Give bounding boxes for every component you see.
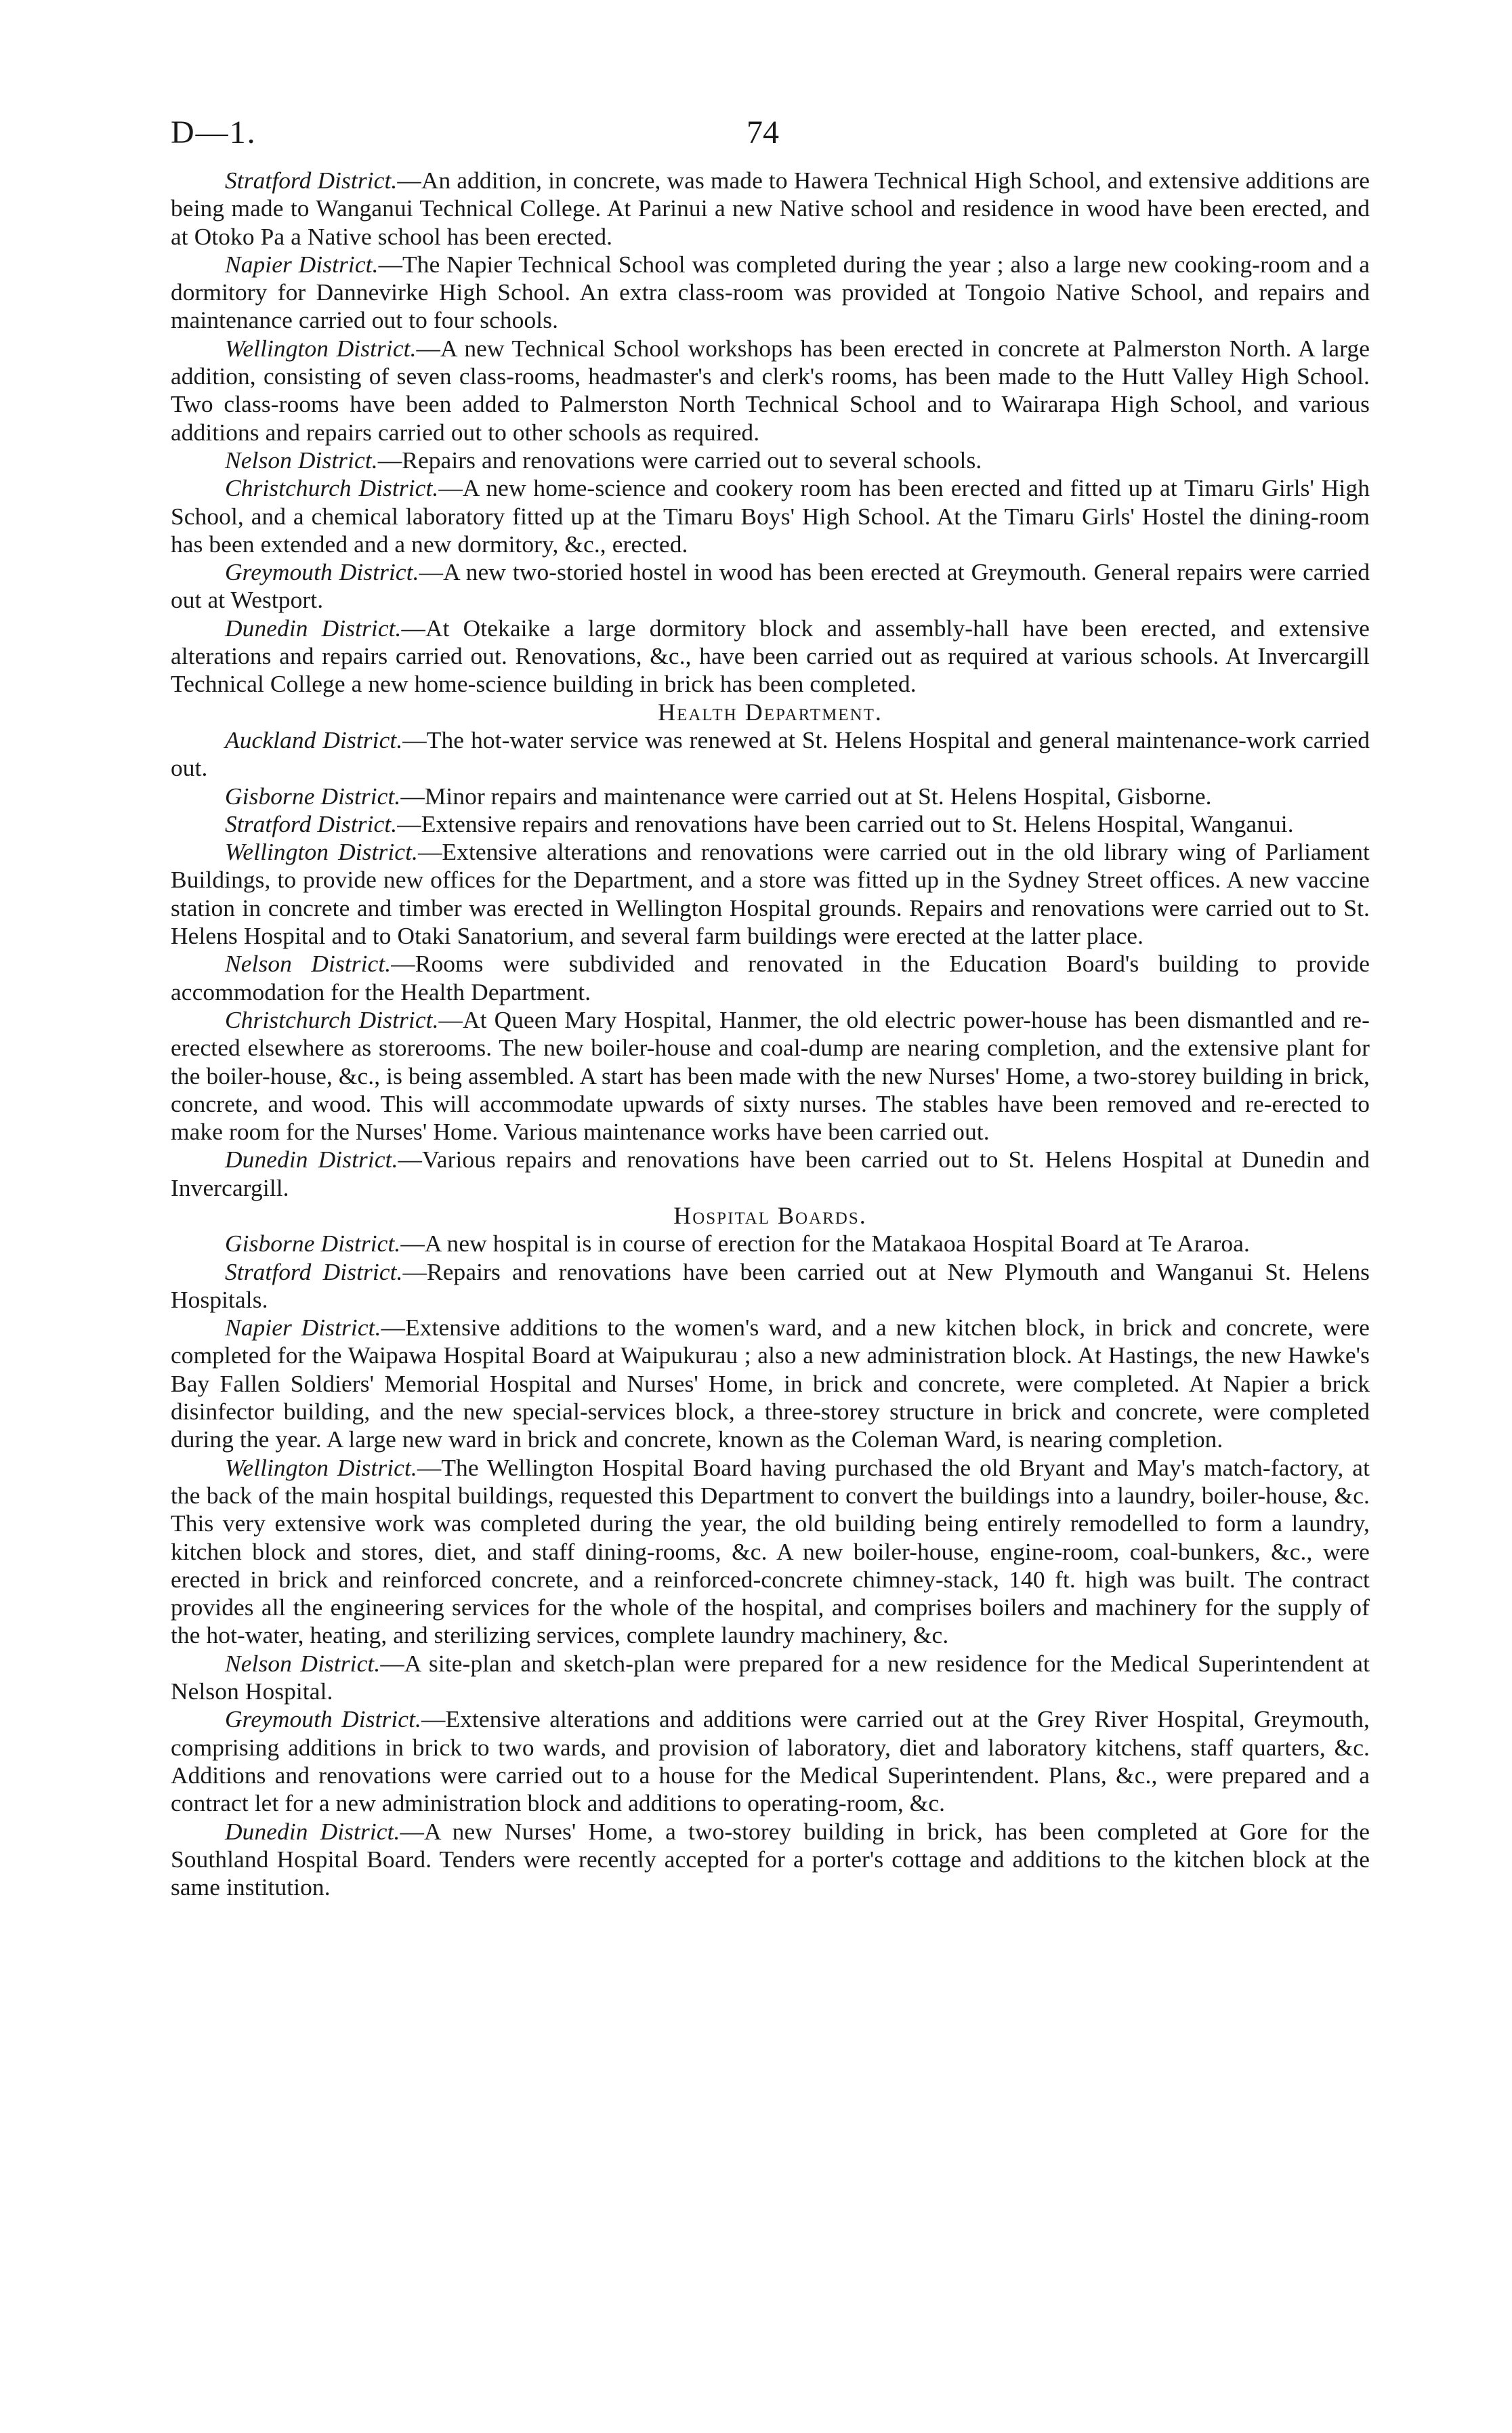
district-name: Christchurch District. (225, 474, 439, 502)
paragraph-text: —At Otekaike a large dormitory block and assembly-hall have been erected, and extensive alterations and repairs carried out. Renovations, &c., have been carried out as required at various schools. At Invercargill Technical College a new home-science building in brick has been completed. (171, 614, 1370, 698)
district-paragraph (171, 167, 1370, 251)
district-paragraph (171, 810, 1370, 838)
paragraph-text: —Extensive repairs and renovations have been carried out to St. Helens Hospital, Wanganui. (397, 810, 1294, 837)
district-paragraph (171, 335, 1370, 446)
paragraph-text: —The Wellington Hospital Board having purchased the old Bryant and May's match-factory, at the back of the main hospital buildings, requested this Department to convert the buildings into a laundry, boiler-house, &c. This very extensive work was completed during the year, the old building being entirely remodelled to form a laundry, kitchen block and stores, diet, and staff dining-rooms, &c. A new boiler-house, engine-room, coal-bunkers, &c., were erected in brick and reinforced concrete, and a reinforced-concrete chimney-stack, 140 ft. high was built. The contract provides all the engineering services for the whole of the hospital, and comprises boilers and machinery for the supply of the hot-water, heating, and sterilizing services, complete laundry machinery, &c. (171, 1453, 1370, 1649)
district-paragraph (171, 1454, 1370, 1650)
paragraph-text: —Extensive alterations and additions were carried out at the Grey River Hospital, Greymouth, comprising additions in brick to two wards, and provision of laboratory, diet and laboratory kitchens, staff quarters, &c. Additions and renovations were carried out to a house for the Medical Superintendent. Plans, &c., were prepared and a contract let for a new administration block and additions to operating-room, &c. (171, 1705, 1370, 1817)
district-name: Greymouth District. (225, 558, 419, 586)
paragraph-text: —The Napier Technical School was completed during the year ; also a large new cooking-room and a dormitory for Dannevirke High School. An extra class-room was provided at Tongoio Native School, and repairs and maintenance carried out to four schools. (171, 250, 1370, 334)
district-name: Gisborne District. (225, 1230, 401, 1257)
district-name: Stratford District. (225, 167, 398, 194)
district-paragraph (171, 558, 1370, 615)
district-name: Dunedin District. (225, 1817, 400, 1845)
page-number: 74 (747, 115, 779, 150)
district-name: Napier District. (225, 250, 379, 278)
district-name: Wellington District. (225, 1453, 417, 1481)
paragraph-text: —A new hospital is in course of erection for the Matakaoa Hospital Board at Te Araroa. (400, 1230, 1250, 1257)
page-header (171, 114, 1370, 161)
district-name: Gisborne District. (225, 782, 401, 810)
district-name: Stratford District. (225, 810, 398, 837)
section-heading: Hospital Boards. (673, 1201, 867, 1229)
section-heading: Health Department. (658, 698, 883, 726)
district-paragraph (171, 838, 1370, 950)
paragraph-text: —Various repairs and renovations have been carried out to St. Helens Hospital at Dunedin and Invercargill. (171, 1146, 1370, 1201)
paragraph-text: —A new two-storied hostel in wood has been erected at Greymouth. General repairs were carried out at Westport. (171, 558, 1370, 614)
district-paragraph (171, 783, 1370, 810)
district-name: Auckland District. (225, 726, 403, 753)
district-paragraph (171, 726, 1370, 783)
district-name: Stratford District. (225, 1257, 403, 1285)
district-name: Dunedin District. (225, 614, 402, 642)
district-name: Christchurch District. (225, 1005, 439, 1033)
document-body (171, 167, 1370, 1901)
district-paragraph (171, 1230, 1370, 1257)
paragraph-text: —A site-plan and sketch-plan were prepared for a new residence for the Medical Superintendent at Nelson Hospital. (171, 1649, 1370, 1705)
district-name: Wellington District. (225, 334, 417, 362)
district-paragraph (171, 1650, 1370, 1706)
district-name: Napier District. (225, 1314, 381, 1342)
paragraph-text: —Extensive alterations and renovations were carried out in the old library wing of Parliament Buildings, to provide new offices for the Department, and a store was fitted up in the Sydney Street offices. A new vaccine station in concrete and timber was erected in Wellington Hospital grounds. Repairs and renovations were carried out to St. Helens Hospital and to Otaki Sanatorium, and several farm buildings were erected at the latter place. (171, 838, 1370, 950)
paragraph-text: —Extensive additions to the women's ward, and a new kitchen block, in brick and concrete, were completed for the Waipawa Hospital Board at Waipukurau ; also a new administration block. At Hastings, the new Hawke's Bay Fallen Soldiers' Memorial Hospital and Nurses' Home, in brick and concrete, were completed. At Napier a brick disinfector building, and the new special-services block, a three-storey structure in brick and concrete, were completed during the year. A large new ward in brick and concrete, known as the Coleman Ward, is nearing completion. (171, 1314, 1370, 1453)
paragraph-text: —A new home-science and cookery room has been erected and fitted up at Timaru Girls' High School, and a chemical laboratory fitted up at the Timaru Boys' High School. At the Timaru Girls' Hostel the dining-room has been extended and a new dormitory, &c., erected. (171, 474, 1370, 558)
district-paragraph (171, 950, 1370, 1006)
district-paragraph (171, 474, 1370, 558)
district-paragraph (171, 1258, 1370, 1314)
paragraph-text: —An addition, in concrete, was made to Hawera Technical High School, and extensive additions are being made to Wanganui Technical College. At Parinui a new Native school and residence in wood have been erected, and at Otoko Pa a Native school has been erected. (171, 167, 1370, 250)
paragraph-text: —The hot-water service was renewed at St. Helens Hospital and general maintenance-work carried out. (171, 726, 1370, 782)
district-name: Nelson District. (225, 446, 378, 474)
district-name: Greymouth District. (225, 1705, 421, 1733)
paragraph-text: —Minor repairs and maintenance were carried out at St. Helens Hospital, Gisborne. (400, 782, 1212, 810)
paragraph-text: —A new Technical School workshops has been erected in concrete at Palmerston North. A large addition, consisting of seven class-rooms, headmaster's and clerk's rooms, has been made to the Hutt Valley High School. Two class-rooms have been added to Palmerston North Technical School and to Wairarapa High School, and various additions and repairs carried out to other schools as required. (171, 334, 1370, 446)
district-name: Dunedin District. (225, 1146, 398, 1173)
district-paragraph (171, 1314, 1370, 1453)
district-paragraph (171, 1146, 1370, 1202)
district-name: Nelson District. (225, 950, 392, 978)
district-paragraph (171, 615, 1370, 699)
district-paragraph (171, 1818, 1370, 1902)
district-paragraph (171, 446, 1370, 474)
paragraph-text: —A new Nurses' Home, a two-storey building in brick, has been completed at Gore for the Southland Hospital Board. Tenders were recently accepted for a porter's cottage and additions to the kitchen block at the same institution. (171, 1817, 1370, 1901)
district-paragraph (171, 1705, 1370, 1817)
district-paragraph (171, 251, 1370, 335)
district-name: Wellington District. (225, 838, 418, 866)
district-name: Nelson District. (225, 1649, 381, 1677)
paragraph-text: —Repairs and renovations were carried out to several schools. (377, 446, 982, 474)
paragraph-text: —Repairs and renovations have been carried out at New Plymouth and Wanganui St. Helens Hospitals. (171, 1257, 1370, 1313)
paragraph-text: —Rooms were subdivided and renovated in the Education Board's building to provide accommodation for the Health Department. (171, 950, 1370, 1005)
paragraph-text: —At Queen Mary Hospital, Hanmer, the old electric power-house has been dismantled and re-erected elsewhere as storerooms. The new boiler-house and coal-dump are nearing completion, and the extensive plant for the boiler-house, &c., is being assembled. A start has been made with the new Nurses' Home, a two-storey building in brick, concrete, and wood. This will accommodate upwards of sixty nurses. The stables have been removed and re-erected to make room for the Nurses' Home. Various maintenance works have been carried out. (171, 1005, 1370, 1146)
district-paragraph (171, 1006, 1370, 1146)
document-code: D—1. (171, 115, 257, 150)
document-page (171, 114, 1370, 1901)
